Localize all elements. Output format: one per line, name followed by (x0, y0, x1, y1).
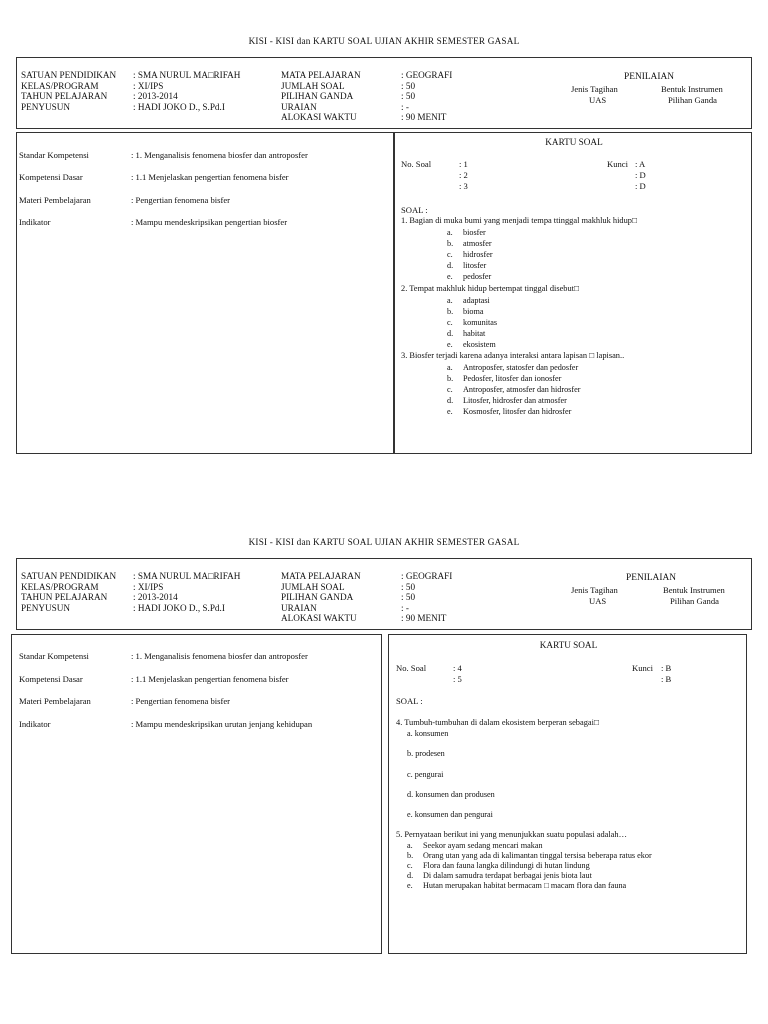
no-soal-label: No. Soal (396, 663, 427, 673)
header-key: ALOKASI WAKTU (281, 613, 357, 623)
header-key: JUMLAH SOAL (281, 80, 345, 91)
option-text: Flora dan fauna langka dilindungi di hutan lindung (423, 861, 590, 870)
kunci-value: : B (661, 663, 672, 673)
header-key: SATUAN PENDIDIKAN (21, 571, 117, 581)
penilaian-col1-head: Jenis Tagihan (571, 585, 618, 595)
option-text: hidrosfer (463, 250, 493, 259)
option-text: Orang utan yang ada di kalimantan tinggal tersisa beberapa ratus ekor (423, 851, 652, 860)
page-title: KISI - KISI dan KARTU SOAL UJIAN AKHIR SEMESTER GASAL (248, 36, 520, 46)
penilaian-title: PENILAIAN (624, 72, 674, 82)
option-letter: d. (407, 871, 414, 880)
header-value: : 2013-2014 (133, 592, 178, 602)
option-text: pedosfer (463, 272, 492, 281)
option-text: c. pengurai (407, 770, 444, 779)
header-value: : SMA NURUL MA□RIFAH (133, 571, 241, 581)
option-letter: e. (447, 272, 453, 281)
option-text: Di dalam samudra terdapat berbagai jenis biota laut (423, 871, 592, 880)
header-value: : XI/IPS (133, 80, 164, 91)
kunci-value: : D (635, 181, 646, 191)
kartu-soal-box (394, 132, 752, 454)
option-text: Litosfer, hidrosfer dan atmosfer (463, 396, 567, 405)
header-value: : HADI JOKO D., S.Pd.I (133, 602, 225, 613)
kunci-label: Kunci (632, 663, 654, 673)
option-text: atmosfer (463, 239, 492, 248)
kunci-value: : B (661, 674, 672, 684)
kartu-soal-box (388, 634, 747, 954)
header-key: PENYUSUN (21, 101, 71, 112)
no-soal-value: : 3 (459, 181, 468, 191)
option-letter: d. (447, 329, 454, 338)
option-text: komunitas (463, 318, 498, 327)
penilaian-col1-head: Jenis Tagihan (571, 84, 618, 94)
option-text: a. konsumen (407, 729, 449, 738)
header-key: TAHUN PELAJARAN (21, 91, 108, 101)
option-letter: e. (447, 340, 453, 349)
header-box (16, 558, 752, 630)
header-value: : 50 (401, 581, 416, 592)
no-soal-value: : 1 (459, 159, 468, 169)
option-letter: a. (447, 363, 453, 372)
option-letter: c. (447, 250, 453, 259)
header-value: : 90 MENIT (401, 613, 447, 623)
option-text: litosfer (463, 261, 487, 270)
penilaian-col2-value: Pilihan Ganda (668, 95, 717, 105)
header-value: : GEOGRAFI (401, 70, 453, 80)
soal-label: SOAL : (396, 696, 423, 706)
header-value: : 50 (401, 592, 416, 602)
option-letter: e. (447, 407, 453, 416)
header-value: : HADI JOKO D., S.Pd.I (133, 101, 225, 112)
header-key: PENYUSUN (21, 602, 71, 613)
soal-label: SOAL : (401, 205, 428, 215)
header-key: PILIHAN GANDA (281, 592, 354, 602)
option-letter: a. (447, 296, 453, 305)
kisi-value: : Pengertian fenomena bisfer (131, 696, 231, 706)
kisi-box (11, 634, 382, 954)
penilaian-col1-value: UAS (589, 596, 607, 606)
option-letter: c. (407, 861, 413, 870)
option-text: Antroposfer, atmosfer dan hidrosfer (463, 385, 581, 394)
option-text: b. prodesen (407, 749, 445, 758)
header-value: : 90 MENIT (401, 112, 447, 122)
header-key: MATA PELAJARAN (281, 70, 361, 80)
header-key: PILIHAN GANDA (281, 91, 354, 101)
kisi-key: Standar Kompetensi (19, 150, 89, 160)
header-key: SATUAN PENDIDIKAN (21, 70, 117, 80)
question-4: 4. Tumbuh-tumbuhan di dalam ekosistem berperan sebagai□ (396, 718, 599, 727)
header-key: KELAS/PROGRAM (21, 581, 99, 592)
option-letter: b. (447, 307, 454, 316)
option-text: Hutan merupakan habitat bermacam □ macam flora dan fauna (423, 881, 627, 890)
option-text: e. konsumen dan pengurai (407, 810, 493, 819)
kisi-value: : 1. Menganalisis fenomena biosfer dan antroposfer (131, 150, 308, 160)
question-5: 5. Pernyataan berikut ini yang menunjukkan suatu populasi adalah… (396, 830, 627, 839)
header-key: ALOKASI WAKTU (281, 112, 357, 122)
no-soal-value: : 5 (453, 674, 462, 684)
option-letter: a. (407, 841, 413, 850)
penilaian-title: PENILAIAN (626, 573, 676, 583)
option-text: biosfer (463, 228, 486, 237)
page-title: KISI - KISI dan KARTU SOAL UJIAN AKHIR SEMESTER GASAL (248, 537, 520, 547)
penilaian-col2-head: Bentuk Instrumen (663, 585, 725, 595)
no-soal-value: : 4 (453, 663, 462, 673)
option-letter: d. (447, 396, 454, 405)
kisi-key: Kompetensi Dasar (19, 674, 83, 684)
penilaian-col2-head: Bentuk Instrumen (661, 84, 723, 94)
option-letter: d. (447, 261, 454, 270)
kisi-key: Materi Pembelajaran (19, 696, 91, 706)
no-soal-label: No. Soal (401, 159, 432, 169)
option-letter: b. (407, 851, 414, 860)
option-letter: c. (447, 385, 453, 394)
penilaian-col2-value: Pilihan Ganda (670, 596, 719, 606)
kunci-value: : D (635, 170, 646, 180)
kisi-key: Kompetensi Dasar (19, 172, 83, 182)
header-value: : 50 (401, 80, 416, 91)
header-value: : SMA NURUL MA□RIFAH (133, 70, 241, 80)
header-key: URAIAN (281, 101, 317, 112)
header-value: : XI/IPS (133, 581, 164, 592)
option-letter: b. (447, 239, 454, 248)
kisi-value: : Pengertian fenomena bisfer (131, 195, 231, 205)
option-text: d. konsumen dan produsen (407, 790, 495, 799)
option-text: ekosistem (463, 340, 496, 349)
question-2: 2. Tempat makhluk hidup bertempat tinggal disebut□ (401, 284, 580, 293)
kisi-value: : 1. Menganalisis fenomena biosfer dan antroposfer (131, 651, 308, 661)
option-text: bioma (463, 307, 484, 316)
kisi-key: Materi Pembelajaran (19, 195, 91, 205)
kisi-box (16, 132, 394, 454)
header-value: : - (401, 602, 409, 613)
kisi-key: Indikator (19, 719, 51, 729)
header-box (16, 57, 752, 129)
kartu-soal-title: KARTU SOAL (545, 137, 603, 147)
header-value: : 2013-2014 (133, 91, 178, 101)
penilaian-col1-value: UAS (589, 95, 607, 105)
option-text: Seekor ayam sedang mencari makan (423, 841, 543, 850)
header-key: JUMLAH SOAL (281, 581, 345, 592)
kisi-value: : 1.1 Menjelaskan pengertian fenomena bisfer (131, 172, 289, 182)
kisi-key: Indikator (19, 217, 51, 227)
header-value: : 50 (401, 91, 416, 101)
kisi-key: Standar Kompetensi (19, 651, 89, 661)
header-key: TAHUN PELAJARAN (21, 592, 108, 602)
option-letter: e. (407, 881, 413, 890)
kisi-value: : Mampu mendeskripsikan urutan jenjang kehidupan (131, 719, 313, 729)
option-text: Kosmosfer, litosfer dan hidrosfer (463, 407, 572, 416)
kartu-soal-title: KARTU SOAL (539, 640, 598, 650)
header-key: MATA PELAJARAN (281, 571, 361, 581)
kunci-value: : A (635, 159, 646, 169)
header-value: : - (401, 101, 409, 112)
option-letter: c. (447, 318, 453, 327)
header-value: : GEOGRAFI (401, 571, 453, 581)
option-text: Pedosfer, litosfer dan ionosfer (463, 374, 562, 383)
header-key: KELAS/PROGRAM (21, 80, 99, 91)
header-key: URAIAN (281, 602, 317, 613)
question-1: 1. Bagian di muka bumi yang menjadi tempa ttinggal makhluk hidup□ (401, 216, 638, 225)
option-letter: a. (447, 228, 453, 237)
kunci-label: Kunci (607, 159, 629, 169)
kisi-value: : 1.1 Menjelaskan pengertian fenomena bisfer (131, 674, 289, 684)
question-3: 3. Biosfer terjadi karena adanya interaksi antara lapisan □ lapisan.. (401, 351, 625, 360)
option-text: adaptasi (463, 296, 490, 305)
no-soal-value: : 2 (459, 170, 468, 180)
kisi-value: : Mampu mendeskripsikan pengertian biosfer (131, 217, 288, 227)
option-text: Antroposfer, statosfer dan pedosfer (463, 363, 579, 372)
option-letter: b. (447, 374, 454, 383)
option-text: habitat (463, 329, 486, 338)
